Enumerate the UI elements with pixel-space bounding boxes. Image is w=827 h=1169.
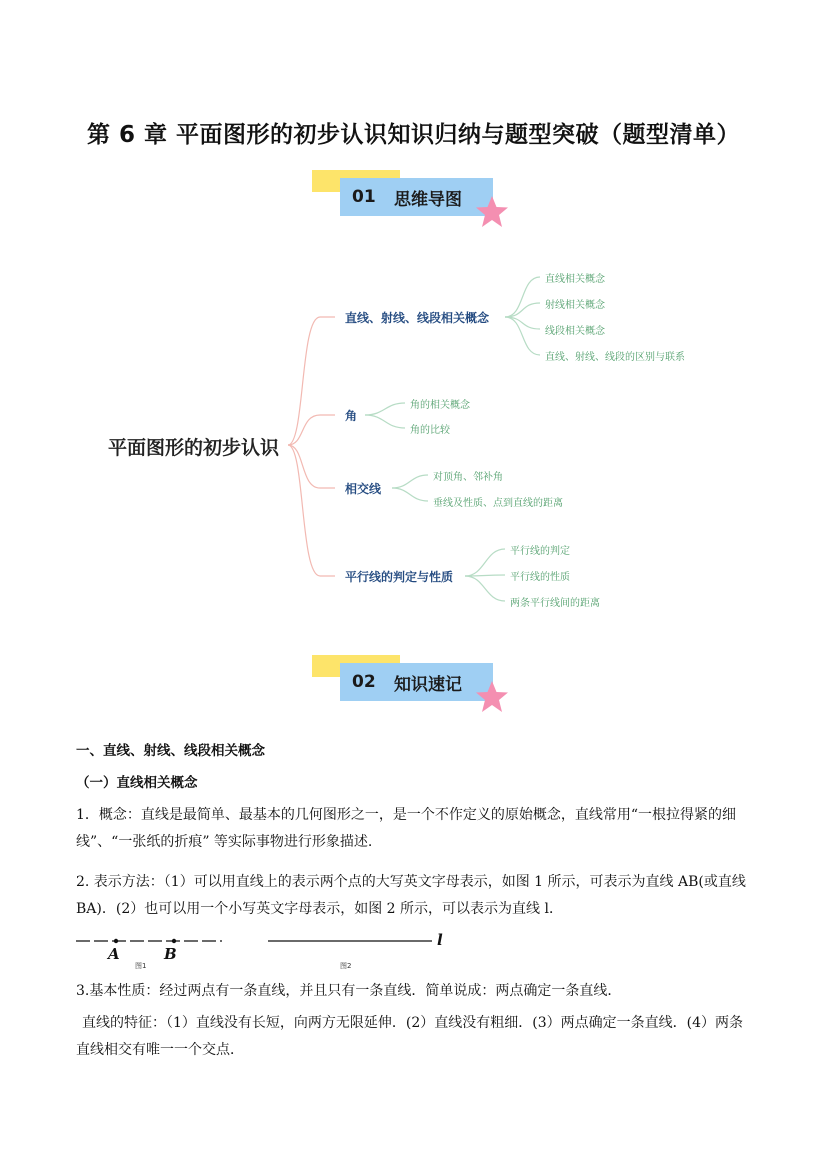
- mindmap-leaf: 平行线的判定: [510, 546, 570, 557]
- paragraph-property: 3.基本性质：经过两点有一条直线，并且只有一条直线．简单说成：两点确定一条直线．: [76, 983, 622, 999]
- subsection-heading: （一）直线相关概念: [76, 775, 198, 791]
- page-title: 第 6 章 平面图形的初步认识知识归纳与题型突破（题型清单）: [86, 122, 741, 148]
- mindmap-branch: 直线、射线、线段相关概念: [345, 311, 490, 325]
- figure-caption: 图1: [135, 962, 147, 970]
- paragraph-concept: 1．概念：直线是最简单、最基本的几何图形之一，是一个不作定义的原始概念，直线常用“一根拉得紧的细线”、“一张纸的折痕” 等实际事物进行形象描述.: [76, 807, 737, 850]
- mindmap-branch: 平行线的判定与性质: [345, 570, 454, 584]
- figure-caption: 图2: [340, 962, 352, 970]
- section-heading: 一、直线、射线、线段相关概念: [76, 743, 265, 759]
- mindmap-leaf: 角的相关概念: [410, 400, 470, 411]
- section-banner-mindmap: [312, 170, 512, 232]
- point-label-a: A: [108, 945, 120, 963]
- mindmap-leaf: 线段相关概念: [545, 326, 605, 337]
- paragraph-features: 直线的特征：（1）直线没有长短，向两方无限延伸．(2）直线没有粗细．(3）两点确定一条直线．(4）两条直线相交有唯一一个交点．: [76, 1015, 744, 1058]
- mindmap-leaf: 射线相关概念: [545, 300, 605, 311]
- point-label-b: B: [164, 945, 177, 963]
- banner-number: 01: [352, 187, 376, 207]
- section-banner-knowledge: [312, 655, 512, 717]
- banner-label: 知识速记: [394, 674, 462, 695]
- banner-label: 思维导图: [394, 189, 462, 210]
- mindmap-root: 平面图形的初步认识: [108, 437, 280, 459]
- mindmap-leaf: 平行线的性质: [510, 572, 570, 583]
- mindmap-leaf: 对顶角、邻补角: [433, 472, 503, 483]
- star-icon: [474, 679, 510, 715]
- banner-number: 02: [352, 672, 376, 692]
- mindmap-leaf: 垂线及性质、点到直线的距离: [433, 498, 563, 509]
- mindmap-leaf: 两条平行线间的距离: [510, 598, 600, 609]
- paragraph-notation: 2. 表示方法：（1）可以用直线上的表示两个点的大写英文字母表示，如图 1 所示，可表示为直线 AB(或直线 BA)．(2）也可以用一个小写英文字母表示，如图 2 所示，可以表示为直线 l．: [76, 874, 746, 917]
- star-icon: [474, 194, 510, 230]
- line-label-l: l: [437, 931, 443, 949]
- mindmap-branch: 相交线: [345, 482, 382, 496]
- mindmap-leaf: 直线、射线、线段的区别与联系: [545, 352, 685, 363]
- mindmap-leaf: 角的比较: [410, 425, 450, 436]
- mindmap-leaf: 直线相关概念: [545, 274, 605, 285]
- mindmap-branch: 角: [345, 409, 358, 423]
- banner-box: [340, 178, 493, 216]
- banner-box: [340, 663, 493, 701]
